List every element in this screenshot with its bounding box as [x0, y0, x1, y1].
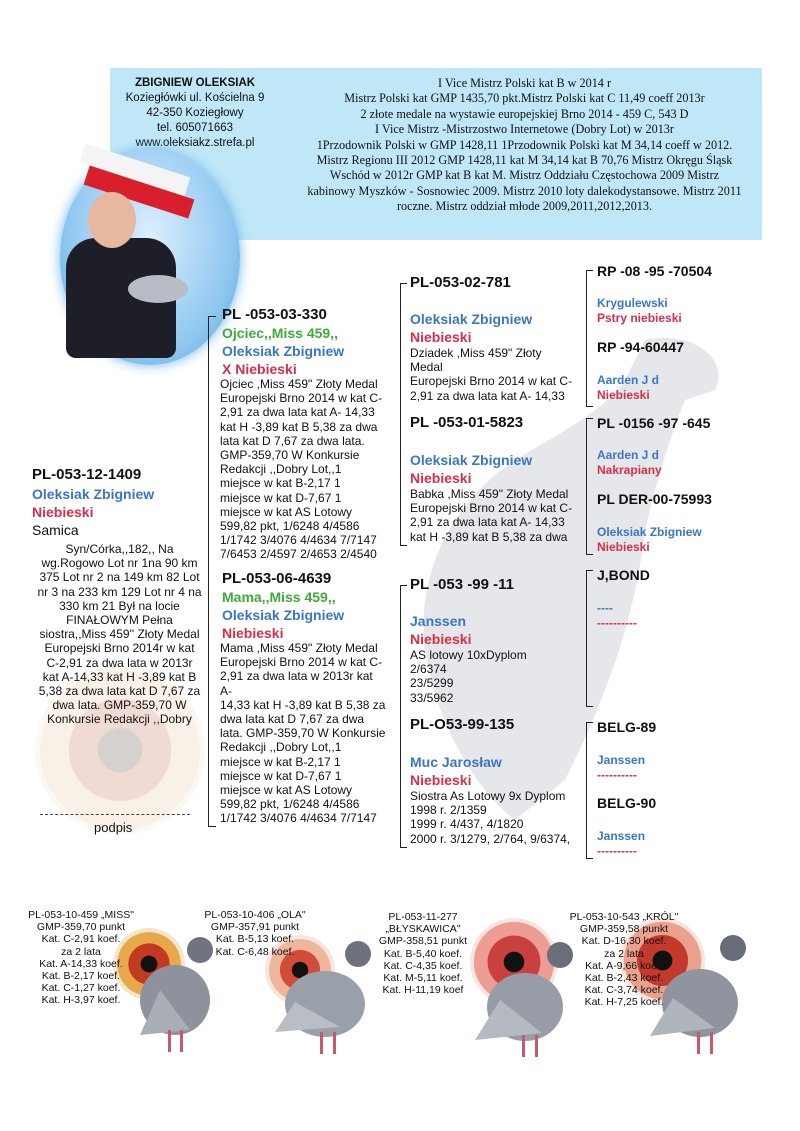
- card-line: Kat. B-5,40 koef.: [383, 947, 463, 960]
- subject-ring: PL-053-12-1409: [32, 466, 142, 483]
- bracket-line: [586, 406, 593, 407]
- card-line: Kat. A-9,66 koef.: [585, 959, 663, 972]
- ggp-ring: RP -08 -95 -70504: [597, 263, 712, 279]
- bracket-line: [400, 847, 407, 848]
- ggp-color: ----------: [597, 616, 637, 630]
- mother-color: Niebieski: [222, 625, 284, 641]
- ggp-breeder: Janssen: [597, 829, 646, 843]
- ggp-ring: PL -0156 -97 -645: [597, 415, 711, 431]
- granddam-mm-notes: Siostra As Lotowy 9x Dyplom 1998 r. 2/1359 1999 r. 4/437, 4/1820 2000 r. 3/1279, 2/764, 9/6374,: [410, 789, 571, 846]
- ggp-breeder: Krygulewski: [597, 296, 668, 310]
- ggp-ring: PL DER-00-75993: [597, 491, 712, 507]
- grandsire-ff-color: Niebieski: [410, 329, 472, 345]
- granddam-mm-breeder: Muc Jarosław: [410, 754, 502, 770]
- bracket-line: [400, 283, 401, 545]
- mother-name: Mama,,Miss 459,,: [222, 589, 336, 605]
- card-line: Kat. H-3,97 koef.: [41, 994, 121, 1007]
- card-title: PL-053-10-543 „KRÓL": [569, 911, 679, 923]
- card-line: Kat. B-2,43 koef.: [584, 972, 664, 985]
- achievement-line: I Vice Mistrz Polski kat B w 2014 r: [437, 76, 612, 90]
- card-line: Kat. B-2,17 koef.: [41, 970, 121, 983]
- card-line: Kat. C-2,91 koef.: [41, 933, 121, 946]
- achievement-line: Mistrz Polski kat GMP 1435,70 pkt.Mistrz Polski kat C 11,49 coeff 2013r: [344, 91, 705, 106]
- ggp-ring: BELG-90: [597, 795, 657, 811]
- granddam-fm-ring: PL -053-01-5823: [410, 414, 524, 431]
- owner-phone: tel. 605071663: [156, 122, 234, 134]
- father-color: X Niebieski: [222, 361, 297, 377]
- achievement-line: 2 złote medale na wystawie europejskiej Brno 2014 - 459 C, 543 D: [360, 106, 689, 121]
- card-title: PL-053-11-277: [388, 911, 458, 923]
- pigeon-card-blyskawica: [318, 911, 528, 996]
- bracket-line: [586, 722, 593, 723]
- granddam-mm-ring: PL-O53-99-135: [410, 716, 515, 733]
- card-line: za 2 lata: [604, 947, 644, 960]
- bracket-line: [400, 283, 407, 284]
- card-line: Kat. D-16,30 koef.: [581, 935, 667, 948]
- mother-breeder: Oleksiak Zbigniew: [222, 607, 345, 623]
- achievement-line: 1Przodownik Polski w GMP 1428,11 1Przodownik Polski kat M 34,14 coeff w 2012.: [316, 137, 733, 152]
- card-title: PL-053-10-406 „OLA": [204, 909, 306, 921]
- owner-address-line1: Koziegłówki ul. Kościelna 9: [125, 92, 265, 104]
- granddam-fm-notes: Babka ,Miss 459" Złoty Medal Europejski Brno 2014 w kat C- 2,91 za dwa lata kat A- 14,33 kat H -3,89 kat B 5,38 za dwa: [410, 487, 573, 544]
- granddam-fm-color: Niebieski: [410, 470, 472, 486]
- held-pigeon: [128, 275, 188, 303]
- bracket-line: [586, 418, 587, 554]
- ggp-color: ----------: [597, 844, 637, 858]
- bracket-line: [586, 418, 593, 419]
- card-line: GMP-359,58 punkt: [579, 923, 669, 936]
- granddam-fm-breeder: Oleksiak Zbigniew: [410, 452, 533, 468]
- subject-color: Niebieski: [32, 504, 94, 520]
- bracket-line: [586, 706, 593, 707]
- achievement-line: Wschód w 2012r GMP kat B kat M. Mistrz Oddziału Częstochowa 2009 Mistrz: [329, 168, 720, 183]
- bracket-line: [586, 270, 593, 271]
- ggp-color: Niebieski: [597, 388, 650, 402]
- card-line: Kat. B-5,13 koef.: [215, 933, 295, 946]
- owner-name: ZBIGNIEW OLEKSIAK: [134, 77, 256, 89]
- card-line: Kat. M-5,11 koef.: [383, 972, 463, 985]
- father-ring: PL -053-03-330: [222, 306, 327, 323]
- bracket-line: [586, 570, 593, 571]
- granddam-mm-color: Niebieski: [410, 772, 472, 788]
- card-line: GMP-359,70 punkt: [36, 921, 126, 934]
- ggp-breeder: ----: [597, 601, 613, 615]
- ggp-ring: J,BOND: [597, 567, 650, 583]
- signature-line: [40, 814, 190, 815]
- achievement-line: roczne. Mistrz oddział młode 2009,2011,2012,2013.: [396, 199, 653, 214]
- grandsire-ff-ring: PL-053-02-781: [410, 274, 511, 291]
- grandsire-mf-color: Niebieski: [410, 631, 472, 647]
- signature-label: podpis: [94, 820, 133, 835]
- bracket-line: [400, 585, 407, 586]
- pigeon-card-krol: [519, 911, 729, 1009]
- father-notes: Ojciec ,Miss 459" Złoty Medal Europejski Brno 2014 w kat C- 2,91 za dwa lata kat A- 14,33 kat H -3,89 kat B 5,38 za dwa lata kat D 7,67 za dwa lata. GMP-359,70 W Konkursie Redakcji ,,Dobry Lot,,1 miejsce w kat B-2,17 1 miejsce w kat D-7,67 1 miejsce w kat AS Lotowy 599,82 pkt, 1/6248 4/4586 1/1742 3/4076 4/4634 7/7147 7/6453 2/4597 2/4653 2/4540: [220, 377, 383, 562]
- bracket-line: [208, 316, 209, 826]
- subject-sex: Samica: [32, 522, 79, 538]
- bracket-line: [586, 570, 587, 706]
- card-line: Kat. H-7,25 koef.: [584, 996, 664, 1009]
- ggp-color: Pstry niebieski: [597, 311, 682, 325]
- card-line: za 2 lata: [61, 945, 101, 958]
- bracket-line: [400, 545, 407, 546]
- bracket-line: [586, 270, 587, 406]
- bracket-line: [208, 316, 216, 317]
- mother-ring: PL-053-06-4639: [222, 570, 332, 587]
- achievement-line: kabinowy Myszków - Sosnowiec 2009. Mistrz 2010 loty dalekodystansowe. Mistrz 2011: [307, 183, 742, 198]
- ggp-breeder: Oleksiak Zbigniew: [597, 525, 702, 539]
- owner-face: [88, 192, 136, 248]
- ggp-ring: BELG-89: [597, 719, 657, 735]
- mother-notes: Mama ,Miss 459" Złoty Medal Europejski Brno 2014 w kat C- 2,91 za dwa lata w 2013r kat A- 14,33 kat H -3,89 kat B 5,38 za dwa lata kat D 7,67 za dwa lata. GMP-359,70 W Konkursie Redakcji ,,Dobry Lot,,1 miejsce w kat B-2,17 1 miejsce w kat D-7,67 1 miejsce w kat AS Lotowy 599,82 pkt, 1/6248 4/4586 1/1742 3/4076 4/4634 7/7147: [220, 641, 386, 826]
- owner-address-line2: 42-350 Koziegłowy: [146, 107, 244, 119]
- ggp-breeder: Aarden J d: [597, 448, 660, 462]
- ggp-breeder: Janssen: [597, 753, 646, 767]
- card-line: Kat. C-6,48 koef.: [215, 945, 295, 958]
- father-breeder: Oleksiak Zbigniew: [222, 343, 345, 359]
- subject-breeder: Oleksiak Zbigniew: [32, 486, 155, 502]
- grandsire-mf-notes: AS lotowy 10xDyplom 2/6374 23/5299 33/5962: [410, 648, 527, 705]
- bracket-line: [586, 554, 593, 555]
- card-line: GMP-357,91 punkt: [210, 921, 300, 934]
- subject-notes: Syn/Córka,,182,, Na wg.Rogowo Lot nr 1na 90 km 375 Lot nr 2 na 149 km 82 Lot nr 3 na 233 km 129 Lot nr 4 na 330 km 21 Był na locie FINAŁOWYM Pełna siostra,,Miss 459'' Złoty Medal Europejski Brno 2014r w kat C-2,91 za dwa lata w 2013r kat A-14,33 kat H -3,89 kat B 5,38 za dwa lata kat D 7,67 za dwa lata. GMP-359,70 W Konkursie Redakcji ,,Dobry: [37, 542, 202, 727]
- card-title: PL-053-10-459 „MISS": [28, 909, 134, 921]
- card-line: GMP-358,51 punkt: [378, 935, 468, 948]
- father-name: Ojciec,,Miss 459,,: [222, 325, 338, 341]
- ggp-color: Niebieski: [597, 540, 650, 554]
- bracket-line: [208, 826, 216, 827]
- achievement-line: Mistrz Regionu III 2012 GMP 1428,11 kat M 34,14 kat B 70,76 Mistrz Okręgu Śląsk: [316, 153, 733, 168]
- card-line: Kat. C-1,27 koef.: [41, 982, 121, 995]
- owner-website: www.oleksiakz.strefa.pl: [135, 137, 255, 149]
- bracket-line: [586, 722, 587, 858]
- ggp-color: Nakrapiany: [597, 463, 662, 477]
- card-line: Kat. A-14,33 koef.: [39, 957, 123, 970]
- bracket-line: [586, 858, 593, 859]
- owner-info: [105, 76, 285, 151]
- card-line: Kat. C-4,35 koef.: [383, 959, 463, 972]
- bracket-line: [400, 585, 401, 847]
- achievements-list: [292, 76, 757, 215]
- card-line: Kat. C-3,74 koef.: [584, 984, 664, 997]
- ggp-ring: RP -94-60447: [597, 339, 684, 355]
- grandsire-ff-notes: Dziadek ,Miss 459" Złoty Medal Europejski Brno 2014 w kat C- 2,91 za dwa lata kat A- 14,33: [410, 346, 573, 403]
- achievement-line: I Vice Mistrz -Mistrzostwo Internetowe (Dobry Lot) w 2013r: [375, 122, 674, 137]
- grandsire-ff-breeder: Oleksiak Zbigniew: [410, 311, 533, 327]
- card-line: Kat. H-11,19 koef: [382, 984, 464, 997]
- ggp-breeder: Aarden J d: [597, 373, 660, 387]
- grandsire-mf-breeder: Janssen: [410, 613, 467, 629]
- ggp-color: ----------: [597, 768, 637, 782]
- grandsire-mf-ring: PL -053 -99 -11: [410, 576, 514, 593]
- card-line: „BŁYSKAWICA": [385, 923, 461, 936]
